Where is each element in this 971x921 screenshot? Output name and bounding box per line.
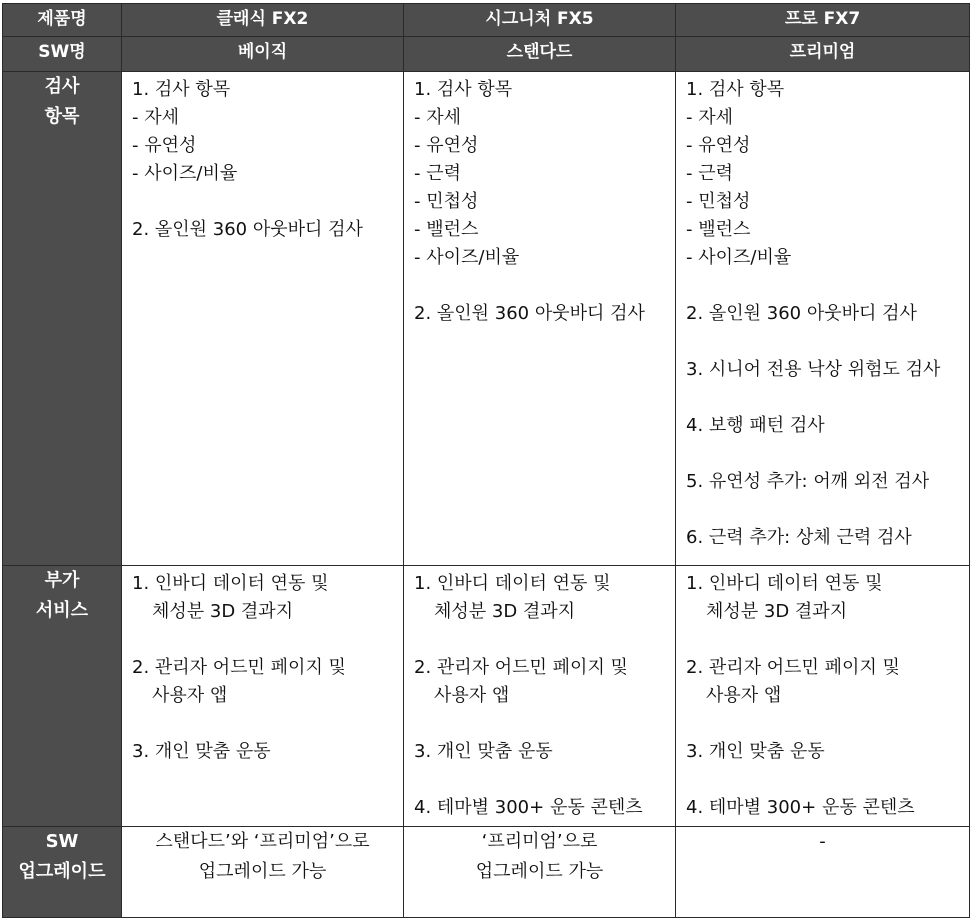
inspection-extra: 5. 유연성 추가: 어깨 외전 검사 [686, 471, 930, 492]
services-classic-cell [122, 566, 404, 827]
service-custom-exercise: 3. 개인 맞춤 운동 [414, 741, 553, 762]
upgrade-classic-cell [122, 827, 404, 918]
inspection-title: 1. 검사 항목 [686, 79, 785, 100]
upgrade-row-header [3, 827, 122, 918]
product-classic-fx2: 클래식 FX2 [122, 4, 404, 37]
inspection-item: - 민첩성 [414, 191, 479, 212]
sw-basic: 베이직 [122, 37, 404, 72]
sw-name-header: SW명 [3, 37, 122, 72]
product-pro-fx7: 프로 FX7 [676, 4, 970, 37]
upgrade-label-line2: 업그레이드 [18, 861, 106, 882]
inspection-extra: 2. 올인원 360 아웃바디 검사 [132, 219, 363, 240]
inspection-item: - 밸런스 [414, 219, 479, 240]
service-inbody: 1. 인바디 데이터 연동 및 [686, 573, 883, 594]
service-inbody: 1. 인바디 데이터 연동 및 [414, 573, 611, 594]
inspection-item: - 유연성 [686, 135, 751, 156]
inspection-item: - 자세 [414, 107, 461, 128]
upgrade-classic-line2: 업그레이드 가능 [198, 861, 327, 882]
service-inbody: 1. 인바디 데이터 연동 및 [132, 573, 329, 594]
upgrade-signature-line1: ‘프리미엄’으로 [481, 831, 598, 852]
service-themed-content: 4. 테마별 300+ 운동 콘텐츠 [414, 797, 643, 818]
sw-name-row [3, 37, 970, 72]
services-pro-cell [676, 566, 970, 827]
inspection-label-line2: 항목 [44, 106, 80, 127]
inspection-extra: 2. 올인원 360 아웃바디 검사 [686, 303, 917, 324]
inspection-pro-cell [676, 72, 970, 566]
upgrade-pro-cell [676, 827, 970, 918]
product-name-header: 제품명 [3, 4, 122, 37]
services-row [3, 566, 970, 827]
inspection-extra: 6. 근력 추가: 상체 근력 검사 [686, 527, 912, 548]
upgrade-signature-cell [404, 827, 676, 918]
service-inbody-cont: 체성분 3D 결과지 [706, 601, 848, 622]
inspection-item: - 사이즈/비율 [132, 163, 238, 184]
product-name-row [3, 4, 970, 37]
service-custom-exercise: 3. 개인 맞춤 운동 [132, 741, 271, 762]
service-custom-exercise: 3. 개인 맞춤 운동 [686, 741, 825, 762]
service-admin-cont: 사용자 앱 [706, 685, 782, 706]
inspection-item: - 사이즈/비율 [686, 247, 792, 268]
product-comparison-table [2, 3, 970, 918]
service-admin-cont: 사용자 앱 [152, 685, 228, 706]
inspection-item: - 민첩성 [686, 191, 751, 212]
upgrade-pro-value: - [819, 831, 826, 852]
inspection-title: 1. 검사 항목 [414, 79, 513, 100]
services-label-line1: 부가 [44, 570, 80, 591]
inspection-item: - 밸런스 [686, 219, 751, 240]
upgrade-signature-line2: 업그레이드 가능 [475, 861, 604, 882]
inspection-extra: 4. 보행 패턴 검사 [686, 415, 825, 436]
inspection-row-header [3, 72, 122, 566]
inspection-item: - 근력 [686, 163, 733, 184]
inspection-title: 1. 검사 항목 [132, 79, 231, 100]
inspection-extra: 2. 올인원 360 아웃바디 검사 [414, 303, 645, 324]
upgrade-classic-line1: 스탠다드’와 ‘프리미엄’으로 [155, 831, 370, 852]
services-row-header [3, 566, 122, 827]
inspection-item: - 근력 [414, 163, 461, 184]
service-themed-content: 4. 테마별 300+ 운동 콘텐츠 [686, 797, 915, 818]
service-inbody-cont: 체성분 3D 결과지 [434, 601, 576, 622]
inspection-item: - 유연성 [414, 135, 479, 156]
product-signature-fx5: 시그니처 FX5 [404, 4, 676, 37]
sw-premium: 프리미엄 [676, 37, 970, 72]
inspection-item: - 자세 [132, 107, 179, 128]
service-admin: 2. 관리자 어드민 페이지 및 [132, 657, 346, 678]
service-admin: 2. 관리자 어드민 페이지 및 [686, 657, 900, 678]
inspection-label-line1: 검사 [44, 76, 80, 97]
inspection-signature-cell [404, 72, 676, 566]
sw-standard: 스탠다드 [404, 37, 676, 72]
services-signature-cell [404, 566, 676, 827]
service-admin: 2. 관리자 어드민 페이지 및 [414, 657, 628, 678]
inspection-item: - 유연성 [132, 135, 197, 156]
inspection-classic-cell [122, 72, 404, 566]
services-label-line2: 서비스 [35, 600, 89, 621]
upgrade-row [3, 827, 970, 918]
upgrade-label-line1: SW [45, 831, 79, 852]
inspection-item: - 자세 [686, 107, 733, 128]
inspection-item: - 사이즈/비율 [414, 247, 520, 268]
service-inbody-cont: 체성분 3D 결과지 [152, 601, 294, 622]
service-admin-cont: 사용자 앱 [434, 685, 510, 706]
inspection-row [3, 72, 970, 566]
inspection-extra: 3. 시니어 전용 낙상 위험도 검사 [686, 359, 941, 380]
